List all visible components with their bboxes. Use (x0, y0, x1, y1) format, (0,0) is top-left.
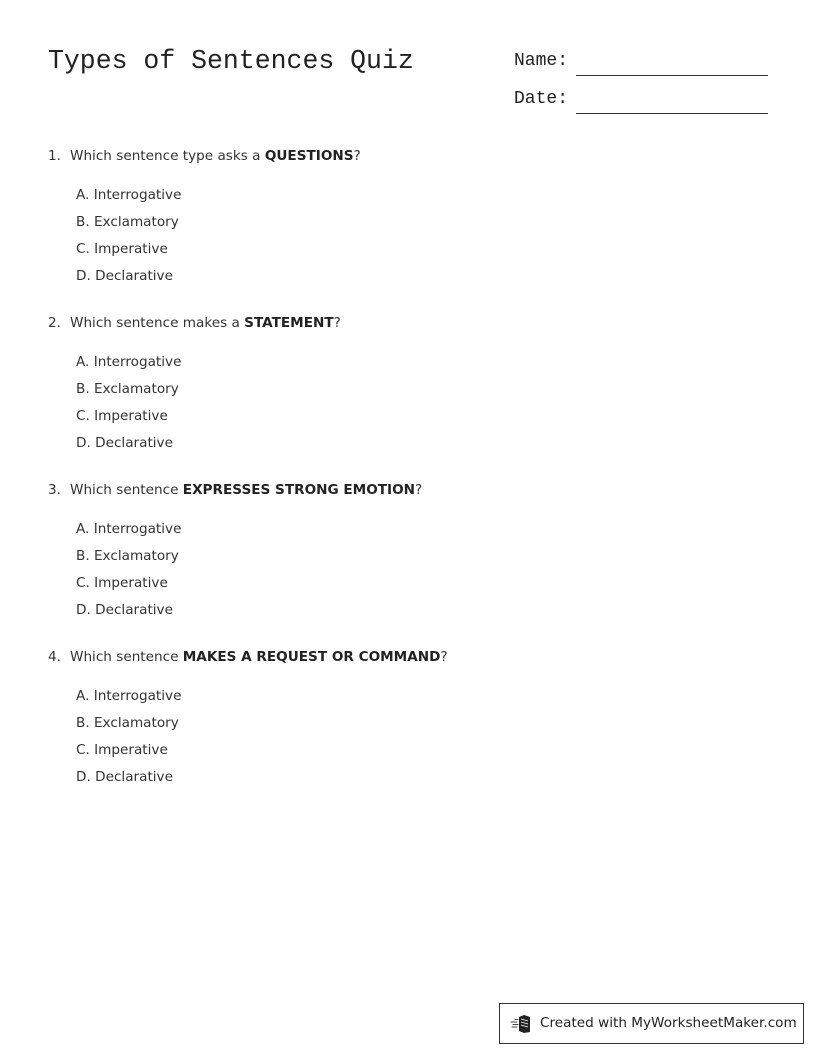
option-c: C. Imperative (76, 742, 168, 758)
question-suffix: ? (440, 649, 448, 665)
question-emphasis: EXPRESSES STRONG EMOTION (182, 482, 416, 498)
option-a: A. Interrogative (76, 354, 182, 370)
option-c: C. Imperative (76, 575, 168, 591)
option-d: D. Declarative (76, 268, 173, 284)
question-number: 2. (48, 315, 61, 331)
worksheet-logo-icon (510, 1014, 534, 1034)
question-number: 3. (48, 482, 61, 498)
option-b: B. Exclamatory (76, 548, 179, 564)
question-prompt (48, 315, 341, 331)
option-c: C. Imperative (76, 408, 168, 424)
question-text: Which sentence (70, 482, 183, 498)
option-b: B. Exclamatory (76, 715, 179, 731)
name-label: Name: (514, 51, 569, 71)
footer-text: Created with MyWorksheetMaker.com (540, 1015, 797, 1031)
question-suffix: ? (415, 482, 423, 498)
date-field (514, 89, 774, 115)
option-d: D. Declarative (76, 602, 173, 618)
question-text: Which sentence (70, 649, 183, 665)
question-number: 4. (48, 649, 61, 665)
question-emphasis: QUESTIONS (264, 148, 354, 164)
page-title: Types of Sentences Quiz (48, 46, 414, 76)
question-number: 1. (48, 148, 61, 164)
option-c: C. Imperative (76, 241, 168, 257)
option-d: D. Declarative (76, 769, 173, 785)
question-suffix: ? (353, 148, 361, 164)
name-field (514, 51, 774, 77)
question-text: Which sentence makes a (70, 315, 245, 331)
footer-credit (499, 1003, 804, 1044)
question-prompt (48, 482, 422, 498)
option-a: A. Interrogative (76, 688, 182, 704)
option-b: B. Exclamatory (76, 381, 179, 397)
question-suffix: ? (333, 315, 341, 331)
question-prompt (48, 148, 361, 164)
question-emphasis: MAKES A REQUEST OR COMMAND (182, 649, 441, 665)
option-b: B. Exclamatory (76, 214, 179, 230)
question-prompt (48, 649, 448, 665)
option-a: A. Interrogative (76, 187, 182, 203)
name-blank-line (576, 75, 768, 76)
date-label: Date: (514, 89, 569, 109)
question-text: Which sentence type asks a (70, 148, 265, 164)
option-a: A. Interrogative (76, 521, 182, 537)
option-d: D. Declarative (76, 435, 173, 451)
question-emphasis: STATEMENT (244, 315, 334, 331)
date-blank-line (576, 113, 768, 114)
